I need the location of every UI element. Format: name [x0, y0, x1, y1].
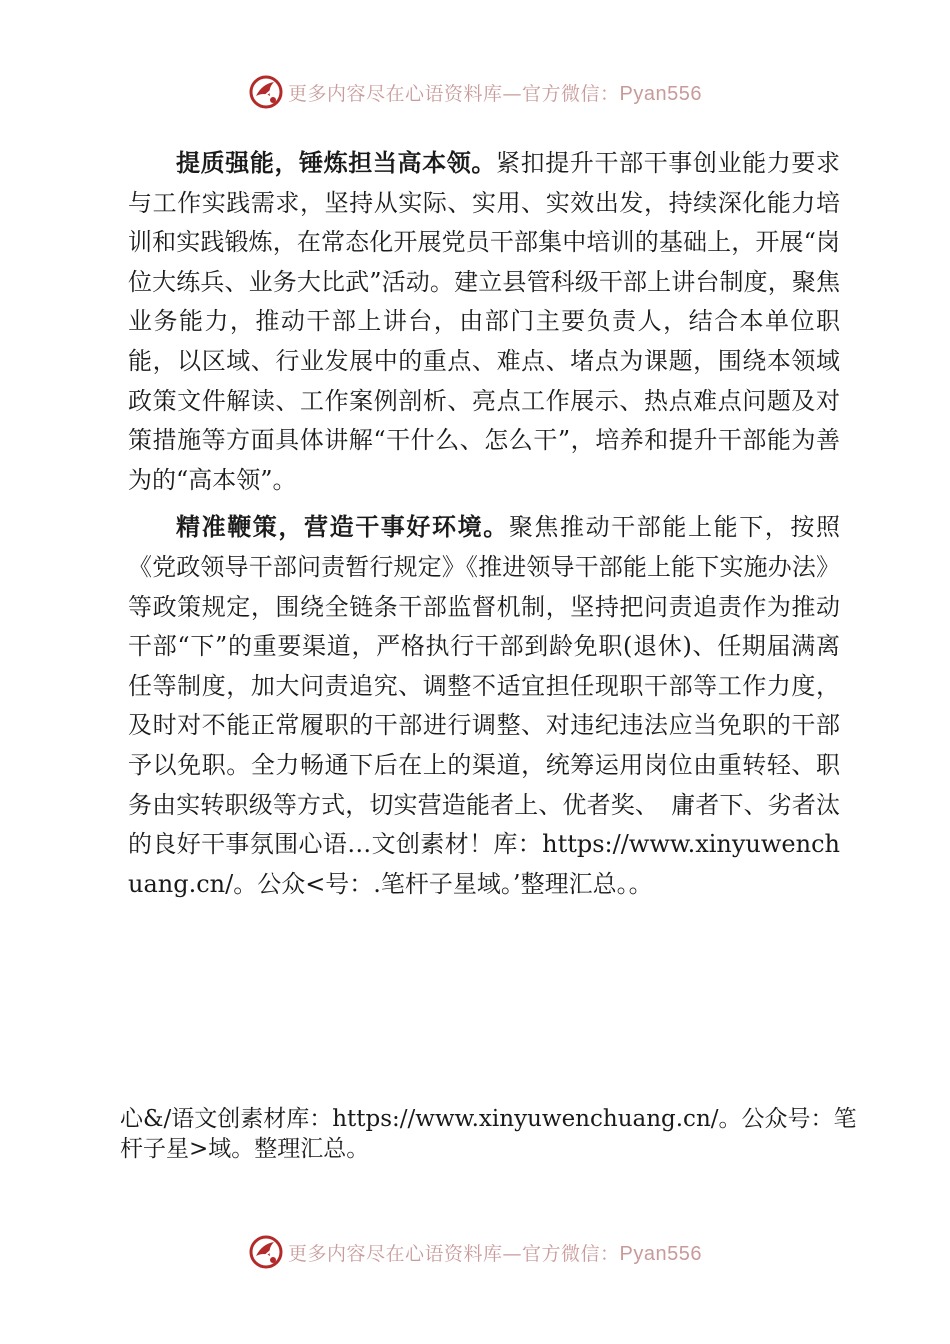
paragraph-lead: 提质强能，锤炼担当高本领。 — [176, 149, 496, 177]
wechat-handle: Pyan556 — [619, 1242, 702, 1265]
article-body — [128, 144, 840, 904]
banner-message: 更多内容尽在心语资料库—官方微信： — [288, 1242, 620, 1265]
paragraph-quality — [128, 144, 840, 500]
wechat-handle: Pyan556 — [619, 82, 702, 105]
paragraph-precision — [128, 508, 840, 904]
seal-logo-icon — [248, 74, 284, 110]
paragraph-text: 紧扣提升干部干事创业能力要求与工作实践需求，坚持从实际、实用、实效出发，持续深化能力培训和实践锻炼，在常态化开展党员干部集中培训的基础上，开展“岗位大练兵、业务大比武”活动。建立县管科级干部上讲台制度，聚焦业务能力，推动干部上讲台，由部门主要负责人，结合本单位职能，以区域、行业发展中的重点、难点、堵点为课题，围绕本领域政策文件解读、工作案例剖析、亮点工作展示、热点难点问题及对策措施等方面具体讲解“干什么、怎么干”，培养和提升干部能为善为的“高本领”。 — [128, 149, 840, 494]
banner-text — [288, 79, 702, 106]
banner-text — [288, 1239, 702, 1266]
source-note: 心&/语文创素材库：https://www.xinyuwenchuang.cn/。公众号：笔杆子星>域。整理汇总。 — [120, 1106, 857, 1162]
footer-banner — [0, 1232, 950, 1272]
header-banner — [0, 72, 950, 112]
paragraph-lead: 精准鞭策，营造干事好环境。 — [176, 513, 509, 542]
seal-logo-icon — [248, 1234, 284, 1270]
paragraph-text: 聚焦推动干部能上能下，按照《党政领导干部问责暂行规定》《推进领导干部能上能下实施办法》等政策规定，围绕全链条干部监督机制，坚持把问责追责作为推动干部“下”的重要渠道，严格执行干部到龄免职(退休)、任期届满离任等制度，加大问责追究、调整不适宜担任现职干部等工作力度，及时对不能正常履职的干部进行调整、对违纪违法应当免职的干部予以免职。全力畅通下后在上的渠道，统筹运用岗位由重转轻、职务由实转职级等方式，切实营造能者上、优者奖、 庸者下、劣者汰的良好干事氛围心语…文创素材！库：https://www.xinyuwenchuang.cn/。公众<号：.笔杆子星域。’整理汇总。。 — [128, 513, 841, 898]
banner-message: 更多内容尽在心语资料库—官方微信： — [288, 82, 620, 105]
